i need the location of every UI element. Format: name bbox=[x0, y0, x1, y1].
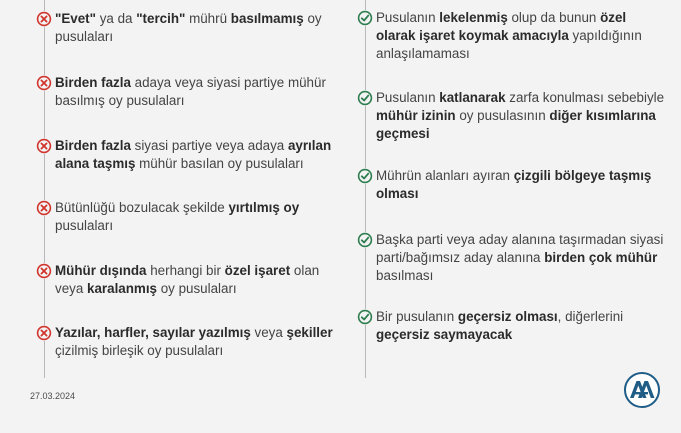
invalid-ballot-item bbox=[36, 262, 346, 298]
x-mark-icon bbox=[36, 200, 52, 216]
x-mark-icon bbox=[36, 263, 52, 279]
valid-ballot-item-text: Pusulanın katlanarak zarfa konulması sebebiyle mühür izinin oy pusulasının diğer kısımlarına geçmesi bbox=[376, 90, 665, 141]
invalid-ballot-item bbox=[36, 10, 346, 46]
valid-ballot-item-text: Başka parti veya aday alanına taşırmadan siyasi parti/bağımsız aday alanına birden çok mühür basılması bbox=[376, 232, 664, 283]
publication-date: 27.03.2024 bbox=[30, 391, 76, 401]
x-mark-icon bbox=[36, 138, 52, 154]
invalid-ballot-item bbox=[36, 137, 346, 173]
check-mark-icon bbox=[357, 10, 373, 26]
invalid-ballot-item bbox=[36, 199, 346, 235]
invalid-ballot-item-text: Yazılar, harfler, sayılar yazılmış veya şekiller çizilmiş birleşik oy pusulaları bbox=[55, 325, 333, 358]
invalid-ballot-item bbox=[36, 324, 346, 360]
invalid-ballot-item-text: Bütünlüğü bozulacak şekilde yırtılmış oy pusulaları bbox=[55, 200, 300, 233]
valid-ballot-item bbox=[357, 167, 667, 203]
aa-logo-icon bbox=[624, 372, 660, 413]
timeline-line-left bbox=[44, 0, 45, 378]
invalid-ballot-item-text: Birden fazla adaya veya siyasi partiye mühür basılmış oy pusulaları bbox=[55, 75, 326, 108]
check-mark-icon bbox=[357, 232, 373, 248]
invalid-ballot-item-text: Birden fazla siyasi partiye veya adaya ayrılan alana taşmış mühür basılan oy pusulaları bbox=[55, 138, 332, 171]
invalid-ballot-item bbox=[36, 74, 346, 110]
invalid-ballot-item-text: "Evet" ya da "tercih" mührü basılmamış oy pusulaları bbox=[55, 11, 322, 44]
valid-ballot-item-text: Bir pusulanın geçersiz olması, diğerlerini geçersiz saymayacak bbox=[376, 309, 624, 342]
valid-ballot-item bbox=[357, 231, 667, 285]
x-mark-icon bbox=[36, 325, 52, 341]
valid-ballot-item-text: Mührün alanları ayıran çizgili bölgeye taşmış olması bbox=[376, 168, 652, 201]
valid-ballot-item bbox=[357, 89, 667, 143]
valid-ballot-item bbox=[357, 308, 667, 344]
valid-ballot-item bbox=[357, 9, 667, 63]
x-mark-icon bbox=[36, 11, 52, 27]
x-mark-icon bbox=[36, 75, 52, 91]
check-mark-icon bbox=[357, 168, 373, 184]
check-mark-icon bbox=[357, 90, 373, 106]
check-mark-icon bbox=[357, 309, 373, 325]
valid-ballot-item-text: Pusulanın lekelenmiş olup da bunun özel olarak işaret koymak amacıyla yapıldığının anlaşılamaması bbox=[376, 10, 642, 61]
invalid-ballot-item-text: Mühür dışında herhangi bir özel işaret olan veya karalanmış oy pusulaları bbox=[55, 263, 320, 296]
